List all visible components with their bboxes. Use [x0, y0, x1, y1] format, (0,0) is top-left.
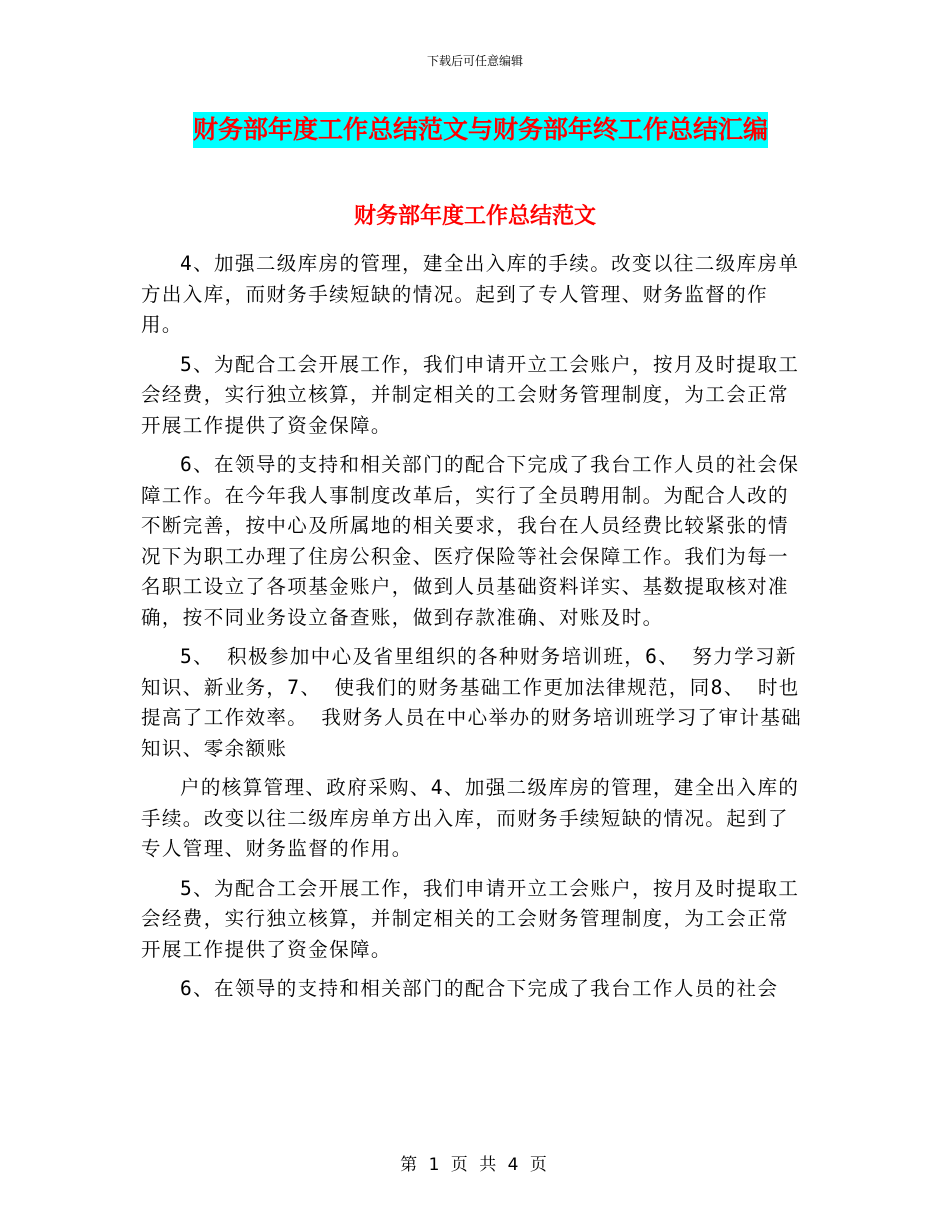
document-title: 财务部年度工作总结范文与财务部年终工作总结汇编	[193, 112, 768, 148]
paragraph-4: 5、 积极参加中心及省里组织的各种财务培训班，6、 努力学习新知识、新业务，7、 使我们的财务基础工作更加法律规范，同8、 时也提高了工作效率。 我财务人员在中心举办的财务培训班学习了审计基础知识、零余额账	[141, 645, 803, 760]
paragraph-7: 6、在领导的支持和相关部门的配合下完成了我台工作人员的社会	[180, 977, 779, 1000]
paragraph-1: 4、加强二级库房的管理，建全出入库的手续。改变以往二级库房单方出入库，而财务手续短缺的情况。起到了专人管理、财务监督的作用。	[141, 252, 800, 336]
section-title: 财务部年度工作总结范文	[353, 204, 596, 229]
page-number: 第 1 页 共 4 页	[400, 1155, 550, 1175]
title-block	[193, 112, 803, 148]
paragraph-3: 6、在领导的支持和相关部门的配合下完成了我台工作人员的社会保障工作。在今年我人事制度改革后，实行了全员聘用制。为配合人改的不断完善，按中心及所属地的相关要求，我台在人员经费比较紧张的情况下为职工办理了住房公积金、医疗保险等社会保障工作。我们为每一名职工设立了各项基金账户，做到人员基础资料详实、基数提取核对准确，按不同业务设立备查账，做到存款准确、对账及时。	[141, 453, 800, 629]
paragraph-2: 5、为配合工会开展工作，我们申请开立工会账户，按月及时提取工会经费，实行独立核算，并制定相关的工会财务管理制度，为工会正常开展工作提供了资金保障。	[141, 352, 800, 437]
body-text	[141, 249, 809, 1014]
download-note: 下载后可任意编辑	[426, 54, 523, 68]
paragraph-6: 5、为配合工会开展工作，我们申请开立工会账户，按月及时提取工会经费，实行独立核算，并制定相关的工会财务管理制度，为工会正常开展工作提供了资金保障。	[141, 876, 800, 961]
paragraph-5: 户的核算管理、政府采购、4、加强二级库房的管理，建全出入库的手续。改变以往二级库房单方出入库，而财务手续短缺的情况。起到了专人管理、财务监督的作用。	[141, 776, 800, 860]
